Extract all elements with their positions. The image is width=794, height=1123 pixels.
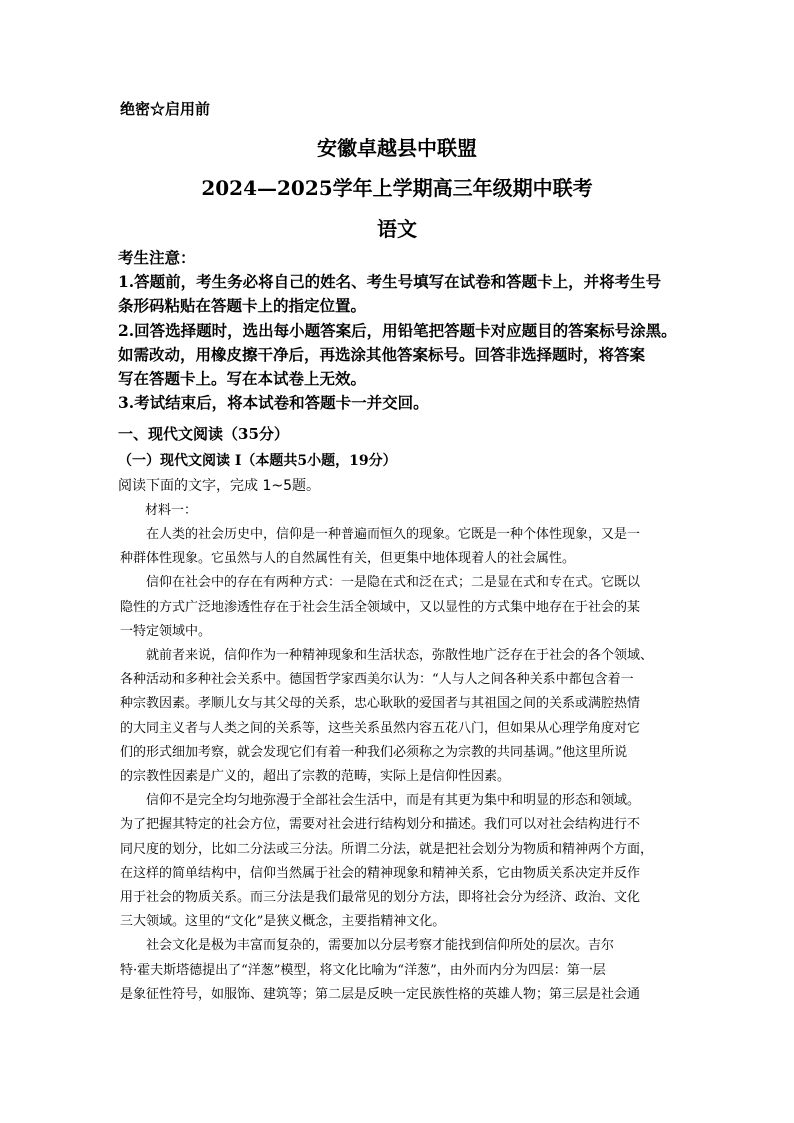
passage-line: 就前者来说，信仰作为一种精神现象和生活状态，弥散性地广泛存在于社会的各个领域、 — [120, 648, 654, 664]
alliance-title: 安徽卓越县中联盟 — [317, 136, 477, 160]
passage-line: 种群体性现象。它虽然与人的自然属性有关，但更集中地体现着人的社会属性。 — [120, 551, 576, 567]
passage-line: 在这样的简单结构中，信仰当然属于社会的精神现象和精神关系，它由物质关系决定并反作 — [120, 865, 641, 881]
passage-line: 信仰在社会中的存在有两种方式：一是隐在式和泛在式；二是显在式和专在式。它既以 — [120, 575, 641, 591]
passage-line: 在人类的社会历史中，信仰是一种普遍而恒久的现象。它既是一种个体性现象，又是一 — [120, 527, 641, 542]
subject-title: 语文 — [377, 217, 417, 241]
notes-title: 考生注意： — [118, 248, 196, 267]
passage-line: 的宗教性因素是广义的，超出了宗教的范畴，实际上是信仰性因素。 — [120, 769, 511, 785]
note-line: 条形码粘贴在答题卡上的指定位置。 — [118, 296, 367, 316]
reading-passage — [120, 523, 678, 1007]
passage-line: 信仰不是完全均匀地弥漫于全部社会生活中，而是有其更为集中和明显的形态和领域。 — [120, 793, 641, 809]
material-label: 材料一： — [145, 503, 198, 518]
passage-line: 是象征性符号，如服饰、建筑等；第二层是反映一定民族性格的英雄人物；第三层是社会通 — [120, 986, 641, 1002]
note-line: 2.回答选择题时，选出每小题答案后，用铅笔把答题卡对应题目的答案标号涂黑。 — [118, 320, 677, 340]
passage-line: 的大同主义者与人类之间的关系等，这些关系虽然内容五花八门，但如果从心理学角度对它 — [120, 720, 641, 736]
candidate-notes — [118, 246, 688, 415]
subsection-title: （一）现代文阅读 I（本题共5小题，19分） — [118, 453, 397, 469]
passage-line: 特·霍夫斯塔德提出了“洋葱”模型，将文化比喻为“洋葱”，由外而内分为四层：第一层 — [120, 962, 606, 978]
section-title: 一、现代文阅读（35分） — [118, 425, 289, 443]
note-line: 写在答题卡上。写在本试卷上无效。 — [118, 369, 367, 389]
note-line: 3.考试结束后，将本试卷和答题卡一并交回。 — [118, 393, 429, 413]
note-line: 1.答题前，考生务必将自己的姓名、考生号填写在试卷和答题卡上，并将考生号 — [118, 272, 662, 292]
passage-line: 用于社会的物质关系。而三分法是我们最常见的划分方法，即将社会分为经济、政治、文化 — [120, 890, 641, 906]
passage-line: 三大领域。这里的“文化”是狭义概念，主要指精神文化。 — [120, 914, 446, 930]
passage-line: 为了把握其特定的社会方位，需要对社会进行结构划分和描述。我们可以对社会结构进行不 — [120, 817, 641, 833]
passage-line: 们的形式细加考察，就会发现它们有着一种我们必须称之为宗教的共同基调。”他这里所说 — [120, 744, 628, 760]
confidential-label: 绝密☆启用前 — [120, 100, 211, 118]
passage-line: 一特定领域中。 — [120, 623, 212, 639]
passage-line: 同尺度的划分，比如二分法或三分法。所谓二分法，就是把社会划分为物质和精神两个方面， — [120, 841, 654, 857]
passage-line: 各种活动和多种社会关系中。德国哲学家西美尔认为：“人与人之间各种关系中都包含着一 — [120, 672, 634, 688]
note-line: 如需改动，用橡皮擦干净后，再选涂其他答案标号。回答非选择题时，将答案 — [118, 344, 646, 364]
reading-instruction: 阅读下面的文字，完成 1~5题。 — [118, 478, 320, 494]
passage-line: 隐性的方式广泛地渗透性存在于社会生活全领域中，又以显性的方式集中地存在于社会的某 — [120, 599, 641, 615]
passage-line: 社会文化是极为丰富而复杂的，需要加以分层考察才能找到信仰所处的层次。吉尔 — [120, 938, 615, 954]
passage-line: 种宗教因素。孝顺儿女与其父母的关系，忠心耿耿的爱国者与其祖国之间的关系或满腔热情 — [120, 696, 641, 712]
exam-title: 2024—2025学年上学期高三年级期中联考 — [201, 176, 593, 200]
